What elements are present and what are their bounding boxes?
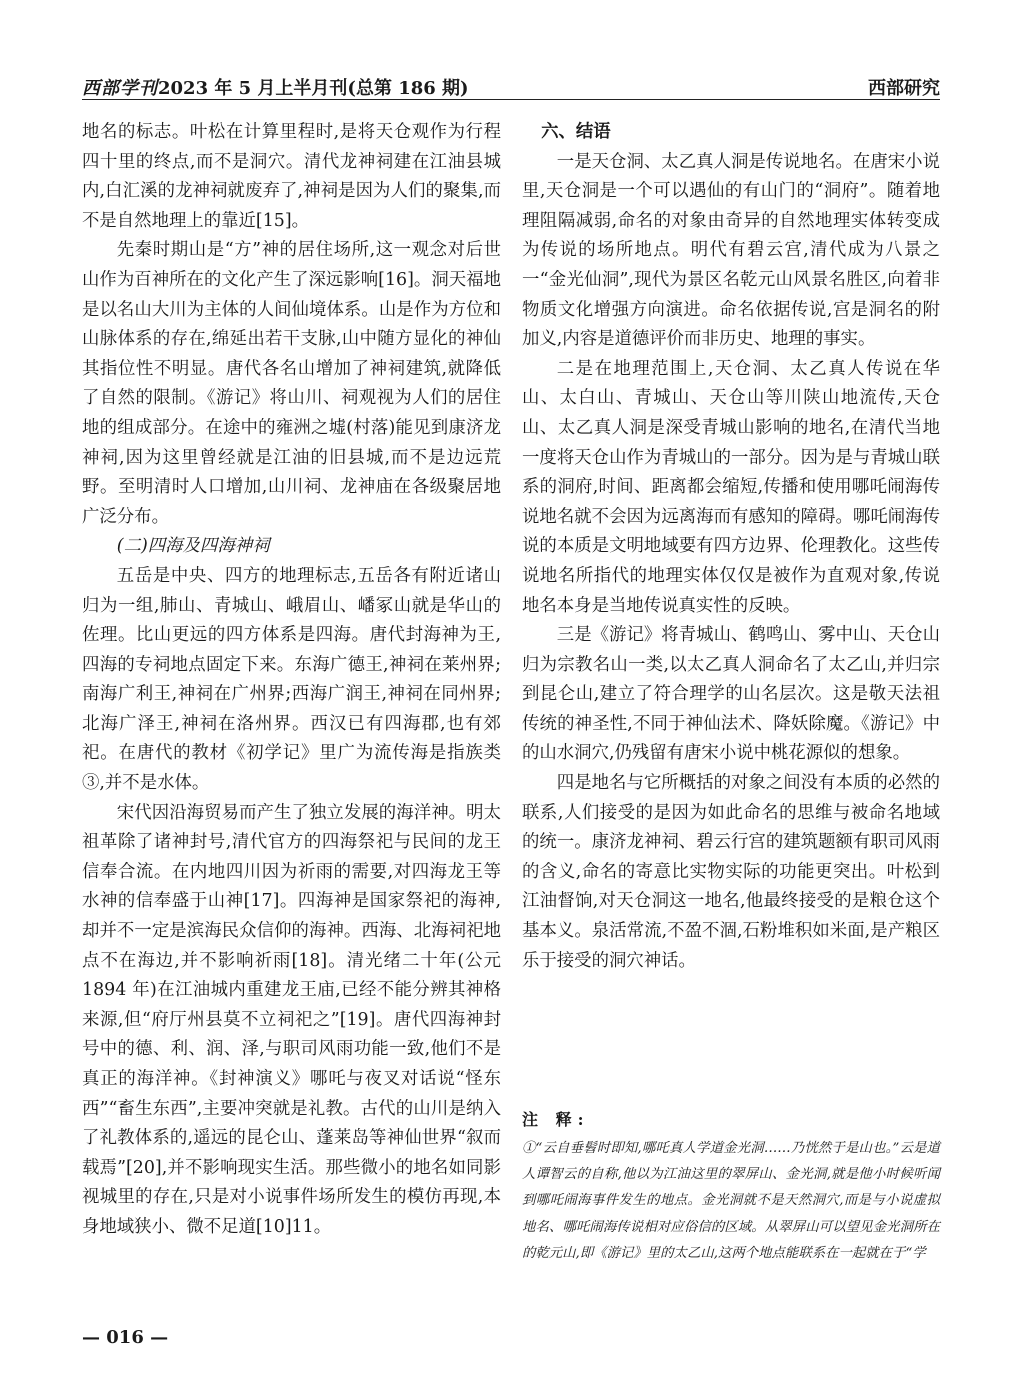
- sub-heading: (二)四海及四海神祠: [116, 536, 270, 557]
- notes-title: 注 释:: [522, 1110, 590, 1129]
- section-heading: 六、结语: [541, 122, 611, 142]
- paragraph: 五岳是中央、四方的地理标志,五岳各有附近诸山归为一组,肺山、青城山、峨眉山、嶓冢山就是华山的佐理。比山更远的四方体系是四海。唐代封海神为王,四海的专祠地点固定下来。东海广德王,神祠在莱州界;南海广利王,神祠在广州界;西海广润王,神祠在同州界;北海广泽王,神祠在洛州界。西汉已有四海郡,也有郊祀。在唐代的教材《初学记》里广为流传海是指族类③,并不是水体。: [82, 565, 501, 794]
- journal-info: [82, 74, 469, 100]
- paragraph: 先秦时期山是“方”神的居住场所,这一观念对后世山作为百神所在的文化产生了深远影响[16]。洞天福地是以名山大川为主体的人间仙境体系。山是作为方位和山脉体系的存在,绵延出若干支脉,山中随方显化的神仙其指位性不明显。唐代各名山增加了神祠建筑,就降低了自然的限制。《游记》将山川、祠观视为人们的居住地的组成部分。在途中的雍洲之墟(村落)能见到康济龙神祠,因为这里曾经就是江油的旧县城,而不是边远荒野。至明清时人口增加,山川祠、龙神庙在各级聚居地广泛分布。: [82, 240, 501, 527]
- paragraph: 二是在地理范围上,天仓洞、太乙真人传说在华山、太白山、青城山、天仓山等川陕山地流传,天仓山、太乙真人洞是深受青城山影响的地名,在清代当地一度将天仓山作为青城山的一部分。因为是与青城山联系的洞府,时间、距离都会缩短,传播和使用哪吒闹海传说地名就不会因为远离海而有感知的障碍。哪吒闹海传说的本质是文明地域要有四方边界、伦理教化。这些传说地名所指代的地理实体仅仅是被作为直观对象,传说地名本身是当地传说真实性的反映。: [522, 358, 940, 616]
- paragraph: 地名的标志。叶松在计算里程时,是将天仓观作为行程四十里的终点,而不是洞穴。清代龙神祠建在江油县城内,白汇溪的龙神祠就废弃了,神祠是因为人们的聚集,而不是自然地理上的靠近[15]。: [82, 122, 501, 231]
- paragraph: 宋代因沿海贸易而产生了独立发展的海洋神。明太祖革除了诸神封号,清代官方的四海祭祀与民间的龙王信奉合流。在内地四川因为祈雨的需要,对四海龙王等水神的信奉盛于山神[17]。四海神是国家祭祀的海神,却并不一定是滨海民众信仰的海神。西海、北海祠祀地点不在海边,并不影响祈雨[18]。清光绪二十年(公元 1894 年)在江油城内重建龙王庙,已经不能分辨其神格来源,但“府厅州县莫不立祠祀之”[19]。唐代四海神封号中的德、利、润、泽,与职司风雨功能一致,他们不是真正的海洋神。《封神演义》哪吒与夜叉对话说“怪东西”“畜生东西”,主要冲突就是礼教。古代的山川是纳入了礼教体系的,遥远的昆仑山、蓬莱岛等神仙世界“叙而载焉”[20],并不影响现实生活。那些微小的地名如同影视城里的存在,只是对小说事件场所发生的模仿再现,本身地域狭小、微不足道[10]11。: [82, 802, 501, 1237]
- paragraph: 四是地名与它所概括的对象之间没有本质的必然的联系,人们接受的是因为如此命名的思维与被命名地域的统一。康济龙神祠、碧云行宫的建筑题额有职司风雨的含义,命名的寄意比实物实际的功能更突出。叶松到江油督饷,对天仓洞这一地名,他最终接受的是粮仓这个基本义。泉活常流,不盈不涸,石粉堆积如米面,是产粮区乐于接受的洞穴神话。: [522, 773, 940, 971]
- journal-issue: 2023 年 5 月上半月刊(总第 186 期): [158, 78, 469, 99]
- footnote: ①“云自垂髫时即知,哪吒真人学道金光洞……乃恍然于是山也。”云是道人谭智云的自称,他以为江油这里的翠屏山、金光洞,就是他小时候听闻到哪吒闹海事件发生的地点。金光洞就不是天然洞穴,而是与小说虚拟地名、哪吒闹海传说相对应俗信的区域。从翠屏山可以望见金光洞所在的乾元山,即《游记》里的太乙山,这两个地点能联系在一起就在于“学: [522, 1141, 940, 1261]
- left-column: [82, 118, 501, 1243]
- paragraph: 一是天仓洞、太乙真人洞是传说地名。在唐宋小说里,天仓洞是一个可以遇仙的有山门的“洞府”。随着地理阻隔减弱,命名的对象由奇异的自然地理实体转变成为传说的场所地点。明代有碧云宫,清代成为八景之一“金光仙洞”,现代为景区名乾元山风景名胜区,向着非物质文化增强方向演进。命名依据传说,宫是洞名的附加义,内容是道德评价而非历史、地理的事实。: [522, 151, 940, 350]
- page-header: [82, 72, 940, 100]
- paragraph: 三是《游记》将青城山、鹤鸣山、雾中山、天仓山归为宗教名山一类,以太乙真人洞命名了太乙山,并归宗到昆仑山,建立了符合理学的山名层次。这是敬天法祖传统的神圣性,不同于神仙法术、降妖除魔。《游记》中的山水洞穴,仍残留有唐宋小说中桃花源似的想象。: [522, 625, 940, 764]
- section-title: 西部研究: [868, 78, 940, 99]
- page-number: — 016 —: [82, 1327, 169, 1348]
- right-column: [522, 118, 940, 976]
- footnotes: [522, 1107, 940, 1267]
- header-divider: [82, 99, 940, 100]
- journal-logo: 西部学刊: [82, 78, 158, 99]
